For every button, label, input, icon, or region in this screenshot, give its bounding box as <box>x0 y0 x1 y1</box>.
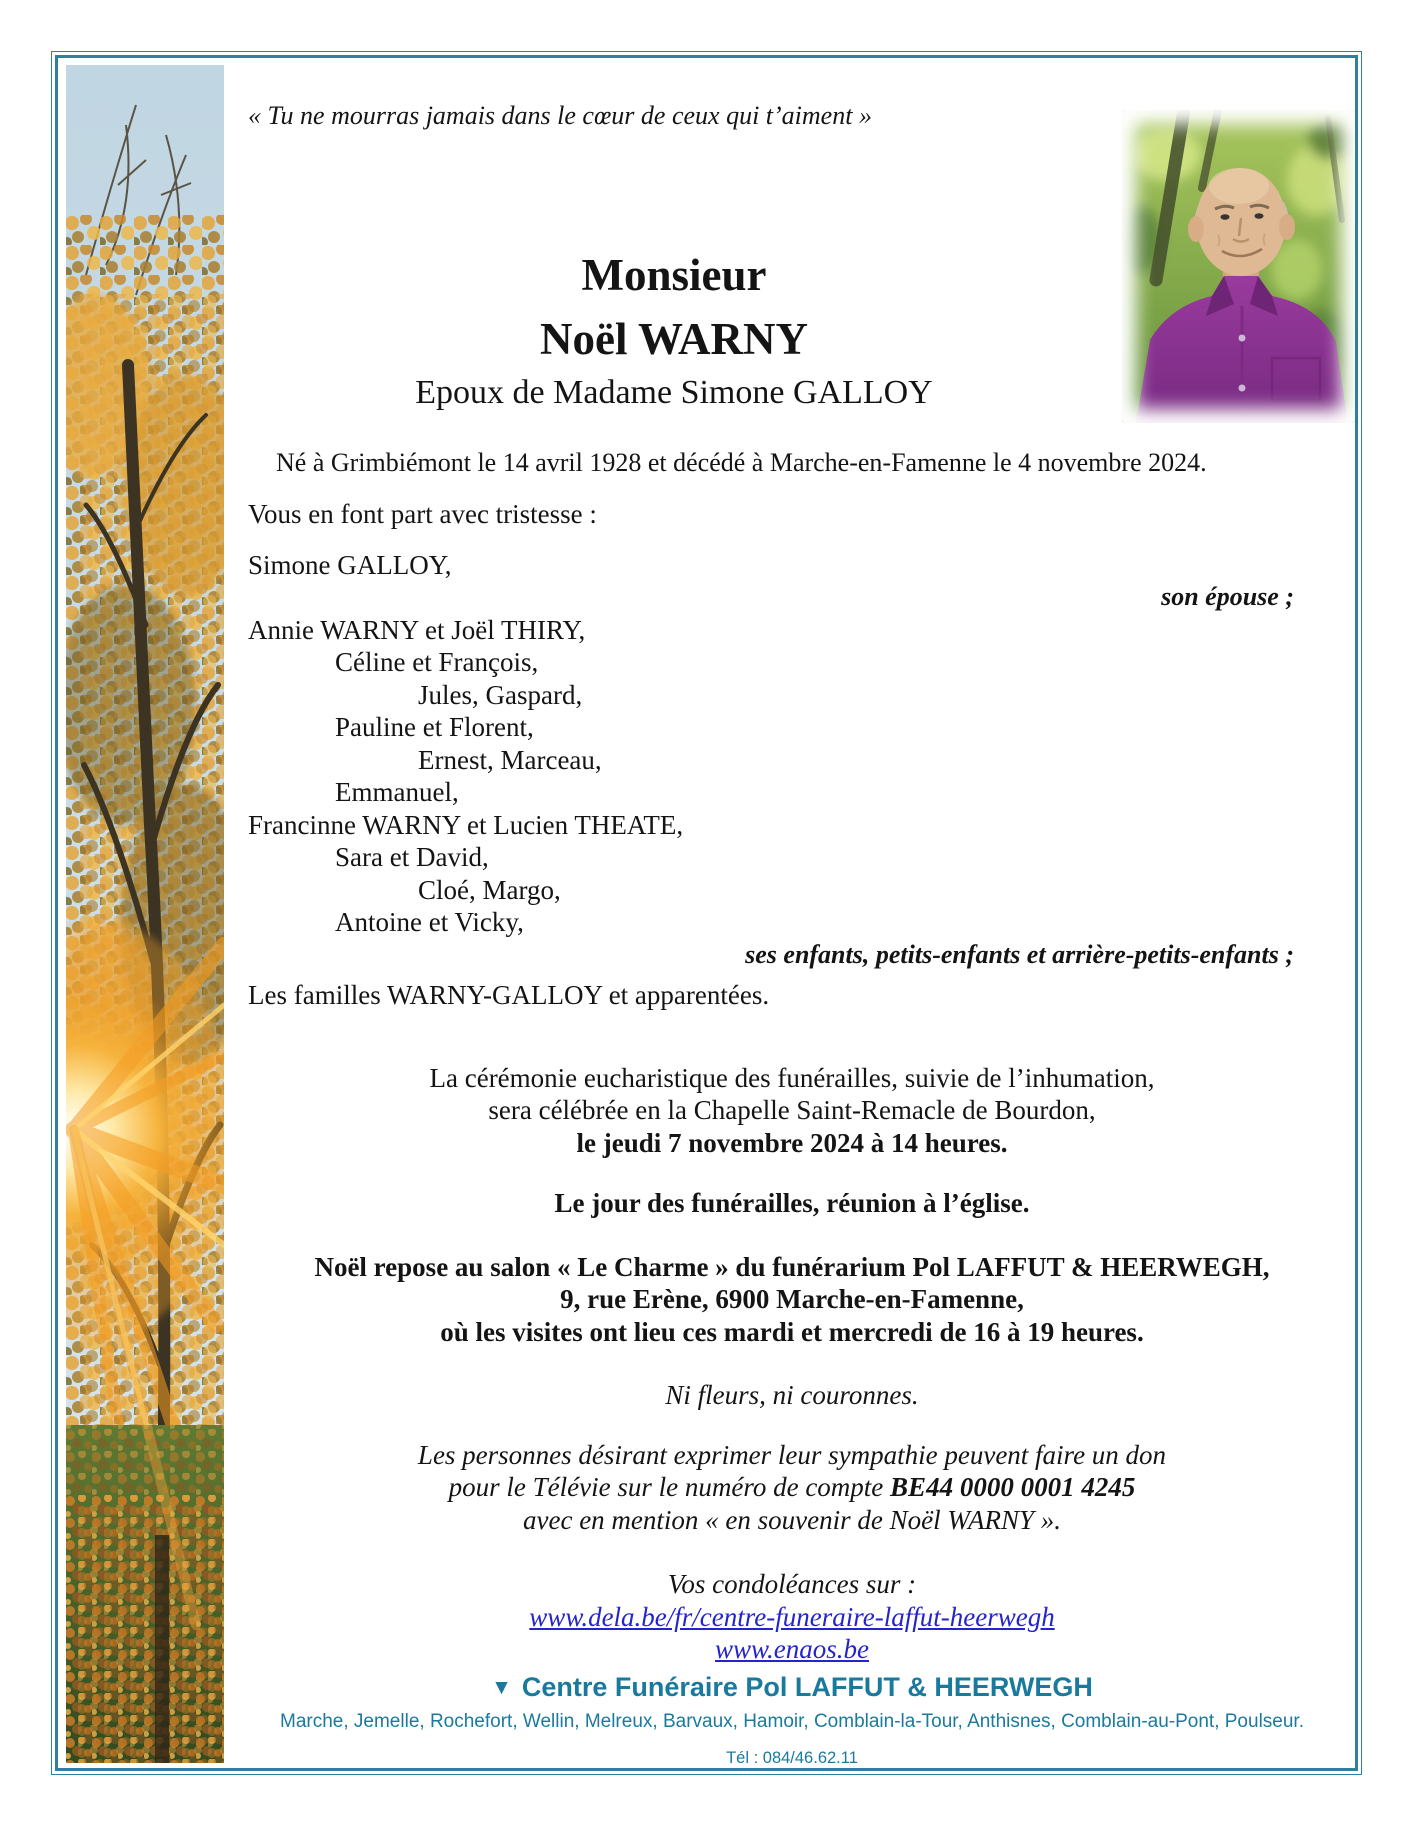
family-line: Sara et David, <box>335 842 489 872</box>
announcement-line: Vous en font part avec tristesse : <box>248 499 597 529</box>
announcement-content <box>224 51 1360 1768</box>
reunion-line: Le jour des funérailles, réunion à l’église. <box>554 1188 1030 1218</box>
family-line: Simone GALLOY, <box>248 549 452 580</box>
repose-block <box>224 1251 1360 1349</box>
flowers-line: Ni fleurs, ni couronnes. <box>665 1380 919 1410</box>
funeral-home-name: Centre Funéraire Pol LAFFUT & HEERWEGH <box>521 1671 1093 1702</box>
family-line: Antoine et Vicky, <box>335 907 524 937</box>
family-line: Emmanuel, <box>335 777 459 807</box>
family-line: Cloé, Margo, <box>418 874 561 905</box>
autumn-side-photo <box>66 65 224 1763</box>
birth-death-line: Né à Grimbiémont le 14 avril 1928 et décédé à Marche-en-Famenne le 4 novembre 2024. <box>276 448 1207 477</box>
family-line: Pauline et Florent, <box>335 712 534 742</box>
family-line: Jules, Gaspard, <box>418 679 583 710</box>
phone-line: Tél : 084/46.62.11 <box>726 1748 858 1767</box>
deceased-name: Noël WARNY <box>540 314 808 364</box>
ceremony-line: sera célébrée en la Chapelle Saint-Remacle de Bourdon, <box>488 1095 1096 1125</box>
ceremony-date-line: le jeudi 7 novembre 2024 à 14 heures. <box>576 1127 1008 1158</box>
funeral-home-line <box>224 1672 1360 1705</box>
family-line: Céline et François, <box>335 647 539 677</box>
donation-block <box>224 1439 1360 1537</box>
title-block <box>224 243 1124 413</box>
family-line: Francinne WARNY et Lucien THEATE, <box>248 809 684 840</box>
account-number: BE44 0000 0001 4245 <box>890 1472 1136 1502</box>
down-triangle-icon: ▼ <box>491 1675 512 1699</box>
autumn-photo-illustration <box>66 65 224 1763</box>
relation-line: son épouse ; <box>1161 582 1294 611</box>
repose-line: Noël repose au salon « Le Charme » du funérarium Pol LAFFUT & HEERWEGH, <box>314 1251 1270 1282</box>
ceremony-block <box>224 1062 1360 1160</box>
relation-line: ses enfants, petits-enfants et arrière-petits-enfants ; <box>745 939 1294 969</box>
spouse-line: Epoux de Madame Simone GALLOY <box>415 374 933 411</box>
repose-line: où les visites ont lieu ces mardi et mercredi de 16 à 19 heures. <box>440 1316 1144 1347</box>
condolences-link-enaos[interactable]: www.enaos.be <box>715 1634 869 1664</box>
locations-line: Marche, Jemelle, Rochefort, Wellin, Melreux, Barvaux, Hamoir, Comblain-la-Tour, Anthisnes, Comblain-au-Pont, Poulseur. <box>280 1710 1304 1732</box>
donation-line: Les personnes désirant exprimer leur sympathie peuvent faire un don <box>417 1439 1167 1470</box>
condolences-link-dela[interactable]: www.dela.be/fr/centre-funeraire-laffut-heerwegh <box>529 1601 1055 1632</box>
repose-line: 9, rue Erène, 6900 Marche-en-Famenne, <box>560 1284 1024 1314</box>
donation-line: avec en mention « en souvenir de Noël WARNY ». <box>523 1504 1061 1535</box>
family-line: Ernest, Marceau, <box>418 744 602 775</box>
honorific: Monsieur <box>581 250 767 300</box>
families-line: Les familles WARNY-GALLOY et apparentées. <box>248 980 770 1010</box>
ceremony-line: La cérémonie eucharistique des funérailles, suivie de l’inhumation, <box>429 1062 1155 1093</box>
donation-line <box>224 1471 1360 1504</box>
condolences-label: Vos condoléances sur : <box>667 1569 917 1599</box>
family-list <box>224 549 1360 972</box>
family-line: Annie WARNY et Joël THIRY, <box>248 614 586 645</box>
memorial-quote: « Tu ne mourras jamais dans le cœur de ceux qui t’aiment » <box>248 101 872 130</box>
condolences-block <box>224 1568 1360 1666</box>
donation-line-prefix: pour le Télévie sur le numéro de compte <box>448 1472 891 1502</box>
